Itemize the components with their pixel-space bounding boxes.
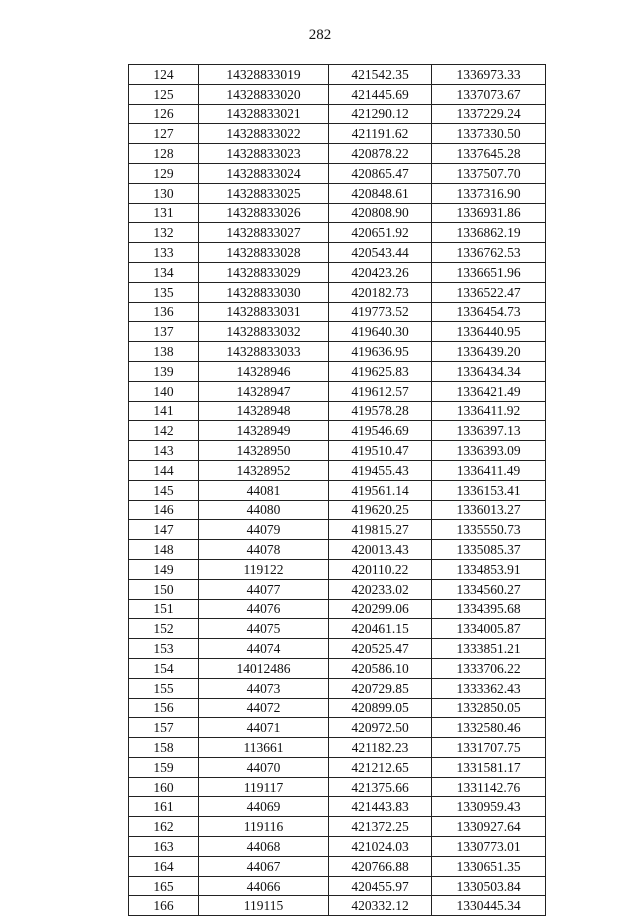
row-index-cell: 145 bbox=[129, 480, 199, 500]
row-index-cell: 160 bbox=[129, 777, 199, 797]
row-index-cell: 133 bbox=[129, 243, 199, 263]
point-id-cell: 14328949 bbox=[199, 421, 329, 441]
row-index-cell: 126 bbox=[129, 104, 199, 124]
table-row bbox=[129, 896, 546, 916]
y-coordinate-cell: 1336973.33 bbox=[432, 65, 546, 85]
y-coordinate-cell: 1334395.68 bbox=[432, 599, 546, 619]
point-id-cell: 44069 bbox=[199, 797, 329, 817]
point-id-cell: 44075 bbox=[199, 619, 329, 639]
y-coordinate-cell: 1336440.95 bbox=[432, 322, 546, 342]
x-coordinate-cell: 420586.10 bbox=[329, 658, 432, 678]
point-id-cell: 14328833025 bbox=[199, 183, 329, 203]
y-coordinate-cell: 1331581.17 bbox=[432, 757, 546, 777]
point-id-cell: 14328946 bbox=[199, 361, 329, 381]
row-index-cell: 138 bbox=[129, 342, 199, 362]
y-coordinate-cell: 1333706.22 bbox=[432, 658, 546, 678]
y-coordinate-cell: 1336439.20 bbox=[432, 342, 546, 362]
point-id-cell: 14328833020 bbox=[199, 84, 329, 104]
row-index-cell: 137 bbox=[129, 322, 199, 342]
x-coordinate-cell: 419546.69 bbox=[329, 421, 432, 441]
y-coordinate-cell: 1337645.28 bbox=[432, 144, 546, 164]
x-coordinate-cell: 419773.52 bbox=[329, 302, 432, 322]
y-coordinate-cell: 1337229.24 bbox=[432, 104, 546, 124]
y-coordinate-cell: 1336411.49 bbox=[432, 460, 546, 480]
point-id-cell: 14328833032 bbox=[199, 322, 329, 342]
y-coordinate-cell: 1335085.37 bbox=[432, 540, 546, 560]
point-id-cell: 44071 bbox=[199, 718, 329, 738]
point-id-cell: 119116 bbox=[199, 817, 329, 837]
y-coordinate-cell: 1334853.91 bbox=[432, 559, 546, 579]
table-row bbox=[129, 441, 546, 461]
point-id-cell: 14328833028 bbox=[199, 243, 329, 263]
y-coordinate-cell: 1335550.73 bbox=[432, 520, 546, 540]
point-id-cell: 14328952 bbox=[199, 460, 329, 480]
y-coordinate-cell: 1330651.35 bbox=[432, 856, 546, 876]
row-index-cell: 162 bbox=[129, 817, 199, 837]
table-row bbox=[129, 738, 546, 758]
row-index-cell: 140 bbox=[129, 381, 199, 401]
x-coordinate-cell: 420865.47 bbox=[329, 163, 432, 183]
y-coordinate-cell: 1330773.01 bbox=[432, 837, 546, 857]
table-row bbox=[129, 777, 546, 797]
row-index-cell: 155 bbox=[129, 678, 199, 698]
y-coordinate-cell: 1336762.53 bbox=[432, 243, 546, 263]
table-row bbox=[129, 322, 546, 342]
table-row bbox=[129, 876, 546, 896]
point-id-cell: 44080 bbox=[199, 500, 329, 520]
row-index-cell: 166 bbox=[129, 896, 199, 916]
row-index-cell: 157 bbox=[129, 718, 199, 738]
table-row bbox=[129, 579, 546, 599]
page-number: 282 bbox=[308, 27, 332, 43]
table-row bbox=[129, 460, 546, 480]
row-index-cell: 150 bbox=[129, 579, 199, 599]
row-index-cell: 135 bbox=[129, 282, 199, 302]
point-id-cell: 14328833033 bbox=[199, 342, 329, 362]
y-coordinate-cell: 1337330.50 bbox=[432, 124, 546, 144]
x-coordinate-cell: 420543.44 bbox=[329, 243, 432, 263]
y-coordinate-cell: 1332850.05 bbox=[432, 698, 546, 718]
x-coordinate-cell: 419640.30 bbox=[329, 322, 432, 342]
table-row bbox=[129, 124, 546, 144]
table-row bbox=[129, 361, 546, 381]
x-coordinate-cell: 419455.43 bbox=[329, 460, 432, 480]
point-id-cell: 44067 bbox=[199, 856, 329, 876]
y-coordinate-cell: 1336013.27 bbox=[432, 500, 546, 520]
point-id-cell: 14328833031 bbox=[199, 302, 329, 322]
table-row bbox=[129, 243, 546, 263]
row-index-cell: 147 bbox=[129, 520, 199, 540]
row-index-cell: 165 bbox=[129, 876, 199, 896]
point-id-cell: 44077 bbox=[199, 579, 329, 599]
coordinates-table bbox=[128, 64, 546, 916]
x-coordinate-cell: 420423.26 bbox=[329, 262, 432, 282]
y-coordinate-cell: 1333362.43 bbox=[432, 678, 546, 698]
y-coordinate-cell: 1330503.84 bbox=[432, 876, 546, 896]
x-coordinate-cell: 420899.05 bbox=[329, 698, 432, 718]
y-coordinate-cell: 1337073.67 bbox=[432, 84, 546, 104]
x-coordinate-cell: 421024.03 bbox=[329, 837, 432, 857]
y-coordinate-cell: 1336454.73 bbox=[432, 302, 546, 322]
y-coordinate-cell: 1330445.34 bbox=[432, 896, 546, 916]
point-id-cell: 14328833026 bbox=[199, 203, 329, 223]
point-id-cell: 113661 bbox=[199, 738, 329, 758]
table-row bbox=[129, 144, 546, 164]
x-coordinate-cell: 421375.66 bbox=[329, 777, 432, 797]
table-row bbox=[129, 658, 546, 678]
point-id-cell: 14012486 bbox=[199, 658, 329, 678]
point-id-cell: 14328833027 bbox=[199, 223, 329, 243]
x-coordinate-cell: 421443.83 bbox=[329, 797, 432, 817]
y-coordinate-cell: 1336393.09 bbox=[432, 441, 546, 461]
row-index-cell: 142 bbox=[129, 421, 199, 441]
x-coordinate-cell: 421445.69 bbox=[329, 84, 432, 104]
x-coordinate-cell: 420651.92 bbox=[329, 223, 432, 243]
row-index-cell: 159 bbox=[129, 757, 199, 777]
point-id-cell: 14328833030 bbox=[199, 282, 329, 302]
x-coordinate-cell: 420233.02 bbox=[329, 579, 432, 599]
point-id-cell: 44066 bbox=[199, 876, 329, 896]
table-row bbox=[129, 698, 546, 718]
row-index-cell: 134 bbox=[129, 262, 199, 282]
table-row bbox=[129, 500, 546, 520]
point-id-cell: 44068 bbox=[199, 837, 329, 857]
x-coordinate-cell: 419620.25 bbox=[329, 500, 432, 520]
y-coordinate-cell: 1336411.92 bbox=[432, 401, 546, 421]
x-coordinate-cell: 420110.22 bbox=[329, 559, 432, 579]
row-index-cell: 131 bbox=[129, 203, 199, 223]
point-id-cell: 14328950 bbox=[199, 441, 329, 461]
table-row bbox=[129, 183, 546, 203]
x-coordinate-cell: 419636.95 bbox=[329, 342, 432, 362]
table-row bbox=[129, 797, 546, 817]
row-index-cell: 163 bbox=[129, 837, 199, 857]
table-row bbox=[129, 65, 546, 85]
table-row bbox=[129, 401, 546, 421]
y-coordinate-cell: 1336862.19 bbox=[432, 223, 546, 243]
x-coordinate-cell: 419815.27 bbox=[329, 520, 432, 540]
table-row bbox=[129, 342, 546, 362]
point-id-cell: 44074 bbox=[199, 639, 329, 659]
table-row bbox=[129, 104, 546, 124]
x-coordinate-cell: 420455.97 bbox=[329, 876, 432, 896]
point-id-cell: 44070 bbox=[199, 757, 329, 777]
table-row bbox=[129, 599, 546, 619]
x-coordinate-cell: 420972.50 bbox=[329, 718, 432, 738]
row-index-cell: 124 bbox=[129, 65, 199, 85]
x-coordinate-cell: 420729.85 bbox=[329, 678, 432, 698]
point-id-cell: 14328948 bbox=[199, 401, 329, 421]
x-coordinate-cell: 420332.12 bbox=[329, 896, 432, 916]
table-row bbox=[129, 837, 546, 857]
table-row bbox=[129, 817, 546, 837]
table-row bbox=[129, 381, 546, 401]
table-row bbox=[129, 757, 546, 777]
table-row bbox=[129, 856, 546, 876]
point-id-cell: 44078 bbox=[199, 540, 329, 560]
y-coordinate-cell: 1336421.49 bbox=[432, 381, 546, 401]
row-index-cell: 152 bbox=[129, 619, 199, 639]
table-row bbox=[129, 619, 546, 639]
y-coordinate-cell: 1337316.90 bbox=[432, 183, 546, 203]
table-row bbox=[129, 282, 546, 302]
row-index-cell: 139 bbox=[129, 361, 199, 381]
point-id-cell: 119122 bbox=[199, 559, 329, 579]
y-coordinate-cell: 1332580.46 bbox=[432, 718, 546, 738]
row-index-cell: 151 bbox=[129, 599, 199, 619]
x-coordinate-cell: 420766.88 bbox=[329, 856, 432, 876]
row-index-cell: 148 bbox=[129, 540, 199, 560]
row-index-cell: 156 bbox=[129, 698, 199, 718]
y-coordinate-cell: 1336397.13 bbox=[432, 421, 546, 441]
y-coordinate-cell: 1336931.86 bbox=[432, 203, 546, 223]
point-id-cell: 14328833022 bbox=[199, 124, 329, 144]
y-coordinate-cell: 1336522.47 bbox=[432, 282, 546, 302]
row-index-cell: 128 bbox=[129, 144, 199, 164]
point-id-cell: 119115 bbox=[199, 896, 329, 916]
row-index-cell: 127 bbox=[129, 124, 199, 144]
row-index-cell: 144 bbox=[129, 460, 199, 480]
y-coordinate-cell: 1330959.43 bbox=[432, 797, 546, 817]
x-coordinate-cell: 419578.28 bbox=[329, 401, 432, 421]
table-row bbox=[129, 520, 546, 540]
table-row bbox=[129, 203, 546, 223]
x-coordinate-cell: 421290.12 bbox=[329, 104, 432, 124]
point-id-cell: 44072 bbox=[199, 698, 329, 718]
point-id-cell: 119117 bbox=[199, 777, 329, 797]
point-id-cell: 14328833023 bbox=[199, 144, 329, 164]
row-index-cell: 149 bbox=[129, 559, 199, 579]
row-index-cell: 141 bbox=[129, 401, 199, 421]
x-coordinate-cell: 420299.06 bbox=[329, 599, 432, 619]
y-coordinate-cell: 1337507.70 bbox=[432, 163, 546, 183]
table-row bbox=[129, 421, 546, 441]
x-coordinate-cell: 419612.57 bbox=[329, 381, 432, 401]
y-coordinate-cell: 1331142.76 bbox=[432, 777, 546, 797]
x-coordinate-cell: 420182.73 bbox=[329, 282, 432, 302]
x-coordinate-cell: 420525.47 bbox=[329, 639, 432, 659]
row-index-cell: 130 bbox=[129, 183, 199, 203]
x-coordinate-cell: 420878.22 bbox=[329, 144, 432, 164]
point-id-cell: 14328833019 bbox=[199, 65, 329, 85]
table-row bbox=[129, 718, 546, 738]
table-row bbox=[129, 223, 546, 243]
table-row bbox=[129, 163, 546, 183]
y-coordinate-cell: 1333851.21 bbox=[432, 639, 546, 659]
x-coordinate-cell: 421191.62 bbox=[329, 124, 432, 144]
point-id-cell: 14328947 bbox=[199, 381, 329, 401]
table-row bbox=[129, 540, 546, 560]
row-index-cell: 129 bbox=[129, 163, 199, 183]
x-coordinate-cell: 420461.15 bbox=[329, 619, 432, 639]
row-index-cell: 136 bbox=[129, 302, 199, 322]
x-coordinate-cell: 419510.47 bbox=[329, 441, 432, 461]
row-index-cell: 161 bbox=[129, 797, 199, 817]
row-index-cell: 132 bbox=[129, 223, 199, 243]
y-coordinate-cell: 1336153.41 bbox=[432, 480, 546, 500]
x-coordinate-cell: 421542.35 bbox=[329, 65, 432, 85]
point-id-cell: 44079 bbox=[199, 520, 329, 540]
y-coordinate-cell: 1330927.64 bbox=[432, 817, 546, 837]
table-row bbox=[129, 559, 546, 579]
coordinates-table-body bbox=[129, 65, 546, 916]
table-row bbox=[129, 639, 546, 659]
point-id-cell: 14328833024 bbox=[199, 163, 329, 183]
y-coordinate-cell: 1331707.75 bbox=[432, 738, 546, 758]
point-id-cell: 14328833021 bbox=[199, 104, 329, 124]
x-coordinate-cell: 421182.23 bbox=[329, 738, 432, 758]
y-coordinate-cell: 1334005.87 bbox=[432, 619, 546, 639]
row-index-cell: 153 bbox=[129, 639, 199, 659]
table-row bbox=[129, 84, 546, 104]
y-coordinate-cell: 1334560.27 bbox=[432, 579, 546, 599]
y-coordinate-cell: 1336434.34 bbox=[432, 361, 546, 381]
table-row bbox=[129, 262, 546, 282]
row-index-cell: 158 bbox=[129, 738, 199, 758]
x-coordinate-cell: 421212.65 bbox=[329, 757, 432, 777]
point-id-cell: 44081 bbox=[199, 480, 329, 500]
table-row bbox=[129, 480, 546, 500]
point-id-cell: 44076 bbox=[199, 599, 329, 619]
x-coordinate-cell: 420013.43 bbox=[329, 540, 432, 560]
x-coordinate-cell: 421372.25 bbox=[329, 817, 432, 837]
table-row bbox=[129, 678, 546, 698]
row-index-cell: 125 bbox=[129, 84, 199, 104]
point-id-cell: 44073 bbox=[199, 678, 329, 698]
row-index-cell: 154 bbox=[129, 658, 199, 678]
x-coordinate-cell: 419561.14 bbox=[329, 480, 432, 500]
row-index-cell: 164 bbox=[129, 856, 199, 876]
table-row bbox=[129, 302, 546, 322]
x-coordinate-cell: 420848.61 bbox=[329, 183, 432, 203]
y-coordinate-cell: 1336651.96 bbox=[432, 262, 546, 282]
point-id-cell: 14328833029 bbox=[199, 262, 329, 282]
row-index-cell: 146 bbox=[129, 500, 199, 520]
x-coordinate-cell: 419625.83 bbox=[329, 361, 432, 381]
row-index-cell: 143 bbox=[129, 441, 199, 461]
x-coordinate-cell: 420808.90 bbox=[329, 203, 432, 223]
